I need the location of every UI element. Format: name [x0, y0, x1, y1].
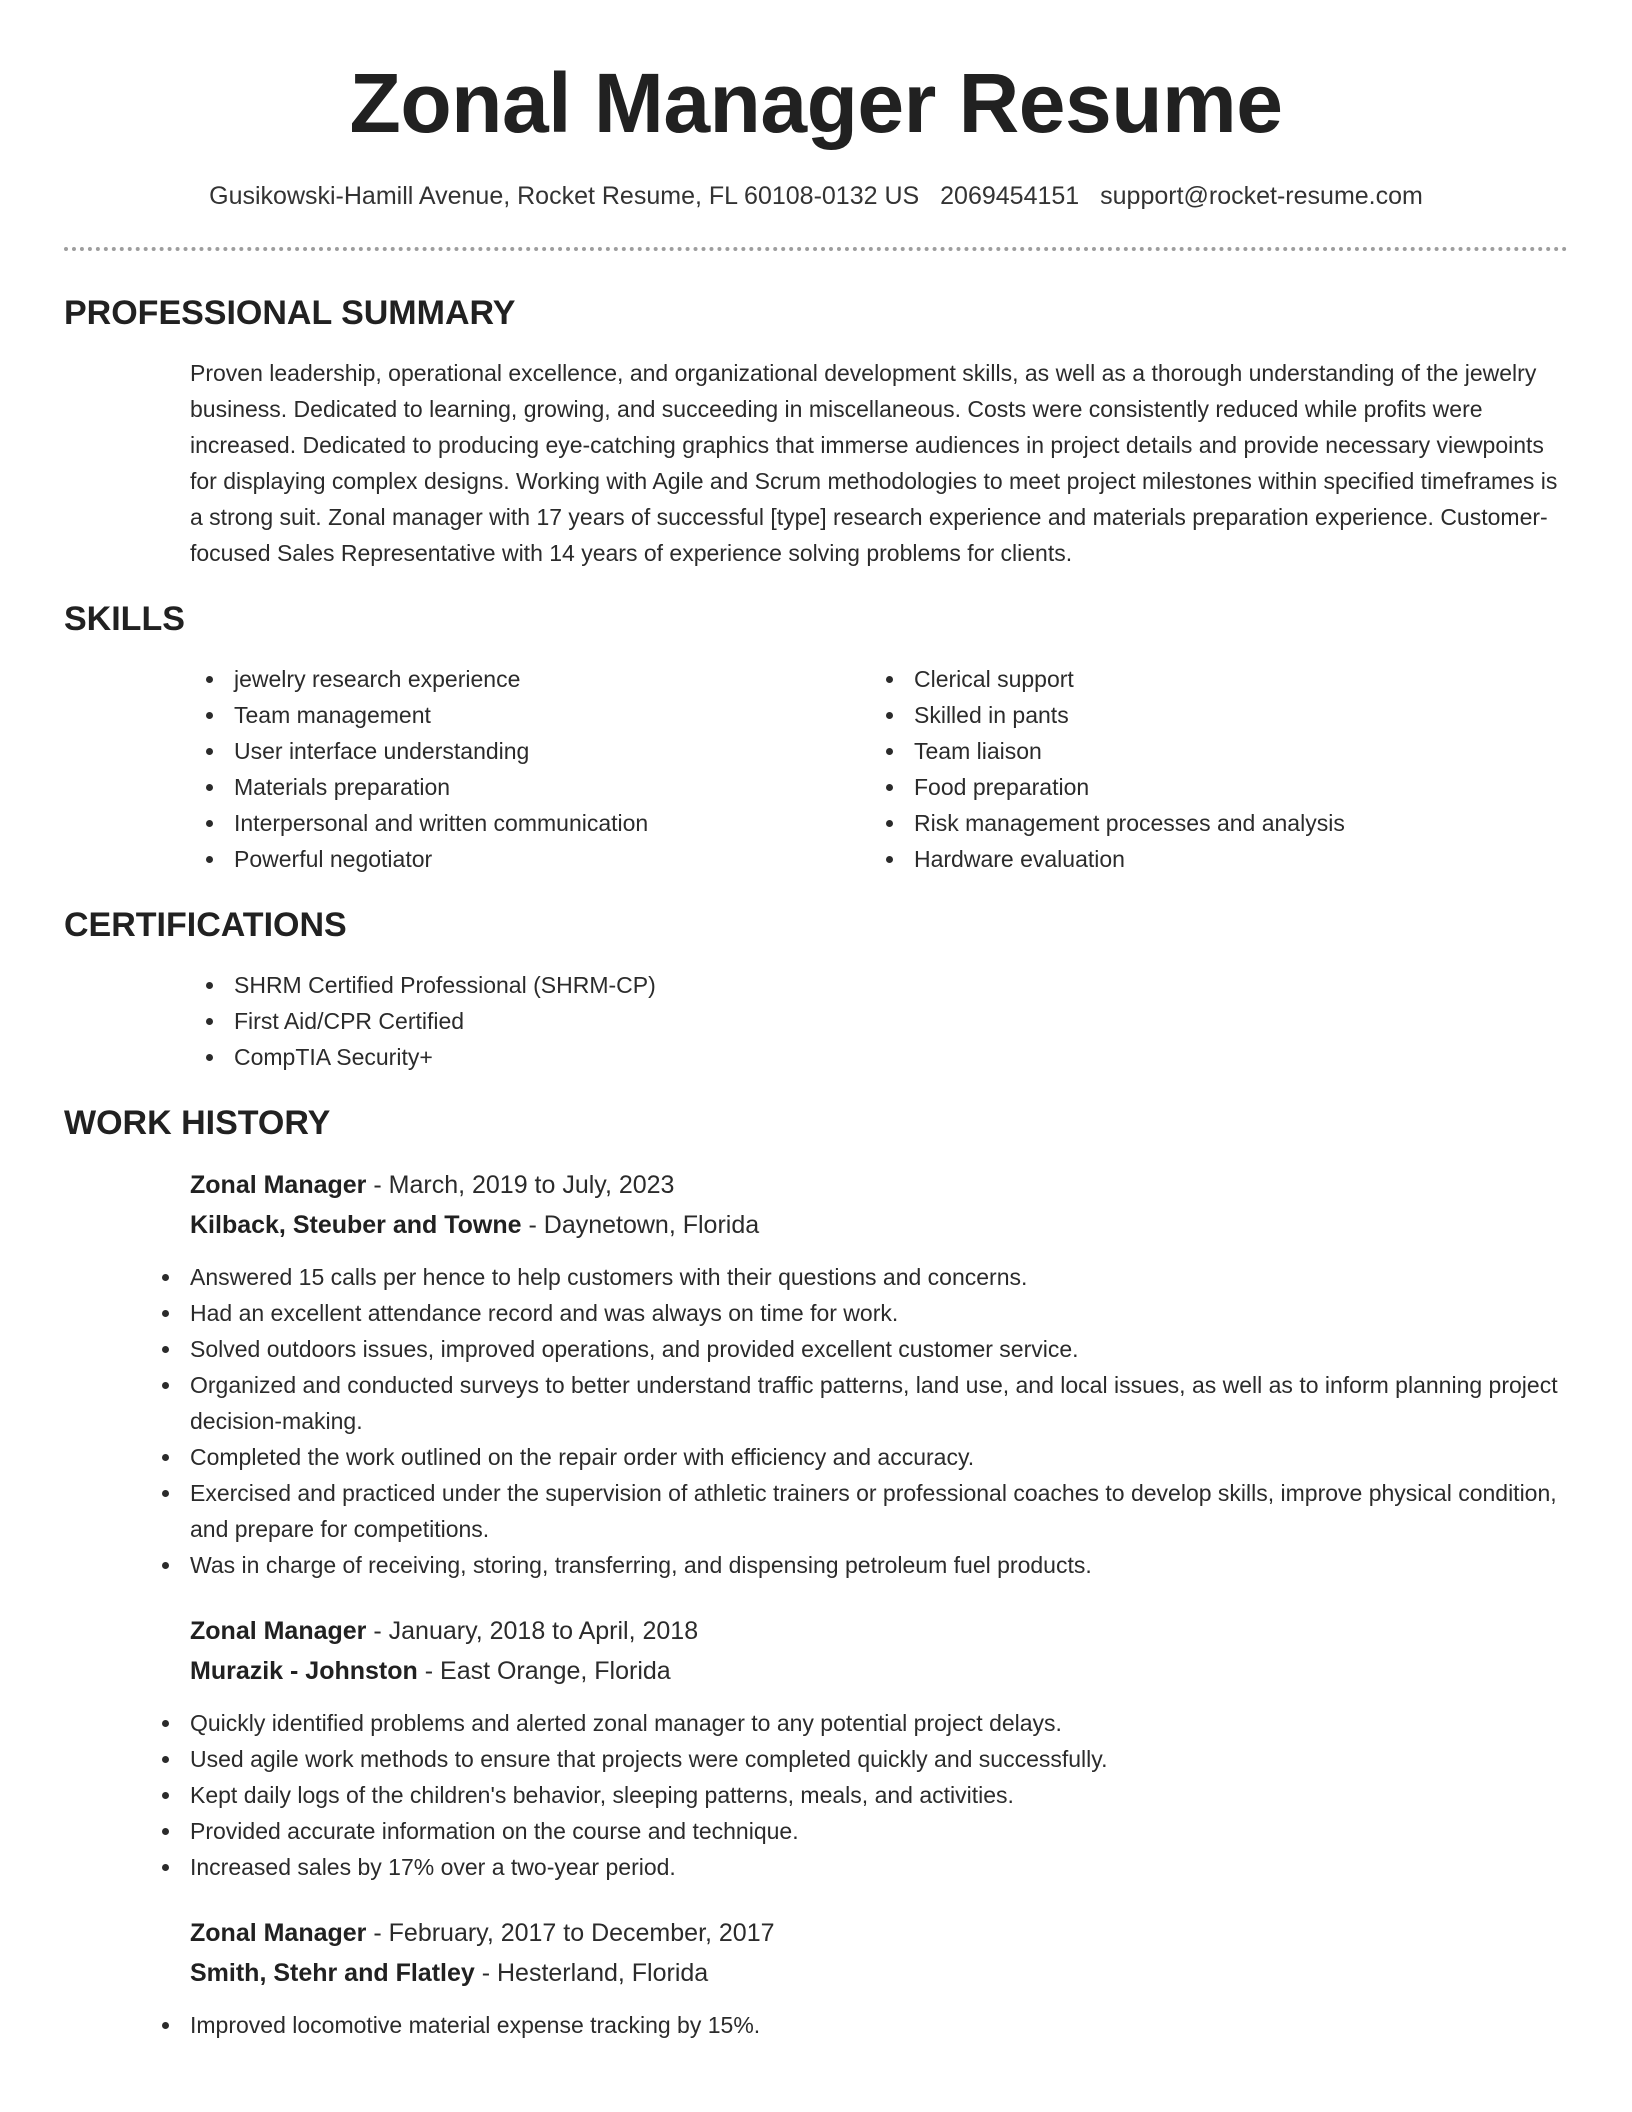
job-duties-list: [190, 1259, 1568, 1583]
skill-item: Clerical support: [870, 661, 1550, 697]
job-duty: Organized and conducted surveys to better understand traffic patterns, land use, and local issues, as well as to inform planning project decision-making.: [146, 1367, 1568, 1439]
job-duty: Completed the work outlined on the repair order with efficiency and accuracy.: [146, 1439, 1568, 1475]
job-location: - Hesterland, Florida: [474, 1959, 709, 1987]
summary-text: Proven leadership, operational excellence, and organizational development skills, as well as a thorough understanding of the jewelry business. Dedicated to learning, growing, and succeeding in miscellaneous. Costs were consistently reduced while profits were increased. Dedicated to producing eye-catching graphics that immerse audiences in project details and provide necessary viewpoints for displaying complex designs. Working with Agile and Scrum methodologies to meet project milestones within specified timeframes is a strong suit. Zonal manager with 17 years of successful [type] research experience and materials preparation experience. Customer-focused Sales Representative with 14 years of experience solving problems for clients.: [190, 360, 1558, 566]
skills-heading: SKILLS: [64, 600, 185, 638]
job-title: Zonal Manager: [190, 1617, 367, 1645]
header-divider: [64, 247, 1568, 251]
job-duty: Answered 15 calls per hence to help customers with their questions and concerns.: [146, 1259, 1568, 1295]
job-location: - Daynetown, Florida: [521, 1211, 760, 1239]
skills-columns: [190, 661, 1568, 877]
work-history-heading: WORK HISTORY: [64, 1104, 331, 1142]
job-company: Kilback, Steuber and Towne: [190, 1211, 522, 1239]
job-dates: - February, 2017 to December, 2017: [366, 1919, 775, 1947]
job-company-line: [190, 1953, 1568, 1993]
job-company-line: [190, 1205, 1568, 1245]
skill-item: Team management: [190, 697, 870, 733]
job-entry: [190, 1913, 1568, 2043]
job-duties-list: [190, 1705, 1568, 1885]
skill-item: Powerful negotiator: [190, 841, 870, 877]
certification-item: CompTIA Security+: [190, 1039, 1568, 1075]
job-title-line: [190, 1913, 1568, 1953]
contact-email: support@rocket-resume.com: [1100, 182, 1423, 210]
job-duty: Used agile work methods to ensure that projects were completed quickly and successfully.: [146, 1741, 1568, 1777]
job-entry: [190, 1611, 1568, 1885]
job-company: Murazik - Johnston: [190, 1657, 418, 1685]
job-duty: Improved locomotive material expense tracking by 15%.: [146, 2007, 1568, 2043]
contact-phone: 2069454151: [940, 182, 1080, 210]
job-company-line: [190, 1651, 1568, 1691]
job-title-line: [190, 1165, 1568, 1205]
skills-list-right: [870, 661, 1550, 877]
resume-title: Zonal Manager Resume: [349, 56, 1283, 150]
skill-item: User interface understanding: [190, 733, 870, 769]
job-entry: [190, 1165, 1568, 1583]
certifications-list: [190, 967, 1568, 1075]
certification-item: First Aid/CPR Certified: [190, 1003, 1568, 1039]
job-duty: Solved outdoors issues, improved operations, and provided excellent customer service.: [146, 1331, 1568, 1367]
job-duties-list: [190, 2007, 1568, 2043]
summary-heading: PROFESSIONAL SUMMARY: [64, 294, 516, 332]
skill-item: Materials preparation: [190, 769, 870, 805]
contact-address: Gusikowski-Hamill Avenue, Rocket Resume, FL 60108-0132 US: [209, 182, 920, 210]
job-duty: Increased sales by 17% over a two-year period.: [146, 1849, 1568, 1885]
job-title: Zonal Manager: [190, 1171, 367, 1199]
resume-page: [64, 0, 1568, 2043]
job-dates: - January, 2018 to April, 2018: [366, 1617, 699, 1645]
contact-line: [64, 180, 1568, 212]
job-duty: Was in charge of receiving, storing, transferring, and dispensing petroleum fuel products.: [146, 1547, 1568, 1583]
job-title: Zonal Manager: [190, 1919, 367, 1947]
job-duty: Exercised and practiced under the supervision of athletic trainers or professional coaches to develop skills, improve physical condition, and prepare for competitions.: [146, 1475, 1568, 1547]
skill-item: Hardware evaluation: [870, 841, 1550, 877]
skill-item: Food preparation: [870, 769, 1550, 805]
skill-item: jewelry research experience: [190, 661, 870, 697]
certification-item: SHRM Certified Professional (SHRM-CP): [190, 967, 1568, 1003]
job-duty: Kept daily logs of the children's behavior, sleeping patterns, meals, and activities.: [146, 1777, 1568, 1813]
job-dates: - March, 2019 to July, 2023: [366, 1171, 675, 1199]
skill-item: Skilled in pants: [870, 697, 1550, 733]
job-duty: Quickly identified problems and alerted zonal manager to any potential project delays.: [146, 1705, 1568, 1741]
job-location: - East Orange, Florida: [417, 1657, 671, 1685]
skill-item: Interpersonal and written communication: [190, 805, 870, 841]
certifications-heading: CERTIFICATIONS: [64, 906, 347, 944]
skill-item: Team liaison: [870, 733, 1550, 769]
skills-list-left: [190, 661, 870, 877]
job-company: Smith, Stehr and Flatley: [190, 1959, 475, 1987]
job-duty: Provided accurate information on the course and technique.: [146, 1813, 1568, 1849]
job-duty: Had an excellent attendance record and was always on time for work.: [146, 1295, 1568, 1331]
job-title-line: [190, 1611, 1568, 1651]
skill-item: Risk management processes and analysis: [870, 805, 1550, 841]
